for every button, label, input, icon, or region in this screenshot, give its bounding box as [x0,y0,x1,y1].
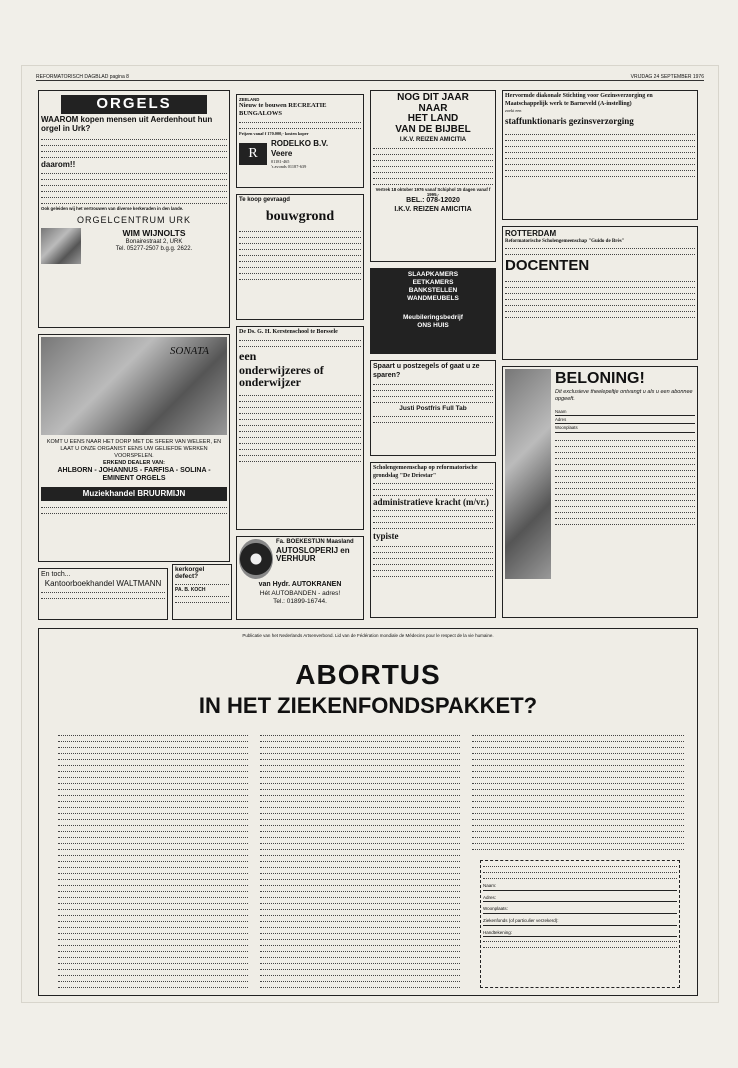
ad-kerkorgel-question: kerkorgel defect? [175,566,205,580]
ad-bouwgrond-label: Te koop gevraagd [239,197,290,203]
ad-bouwgrond-body [239,228,361,280]
ad-barneveld-zoekt: zoekt een [505,108,522,113]
ad-onderwijzer-body [239,392,361,462]
ad-abortus-title2: IN HET ZIEKENFONDSPAKKET? [198,692,538,718]
ad-kantoor [38,568,168,620]
abortus-coupon-footer [483,938,677,948]
ad-orgels [38,90,230,328]
ad-rodelko-tel2: 's avonds 01187-639 [271,164,307,170]
ad-rodelko-body [239,119,361,129]
ad-driestar [370,462,496,618]
ad-autokranen-title: AUTOSLOPERIJ en VERHUUR [276,545,350,564]
coupon-name-field[interactable]: Naam: [483,883,497,888]
page-header [36,74,704,81]
ad-orgels-daarom: daarom!! [41,160,76,170]
ad-sonata-address [41,504,227,514]
ad-abortus-column-3 [472,732,684,852]
ad-amicitia-dates: Vertrek 18 oktober 1976 vanaf Schiphol 15 dagen vanaf f 1995,- [375,186,491,197]
ad-slaapkamers-l1: SLAAPKAMERS [407,271,459,278]
ad-rotterdam-role: DOCENTEN [505,257,590,275]
ad-slaapkamers-l4: WANDMEUBELS [407,295,459,303]
ad-orgels-brand: ORGELCENTRUM URK [76,214,191,225]
ad-barneveld-role: staffunktionaris gezinsverzorging [505,116,634,127]
ad-abortus-title1: ABORTUS [295,658,441,690]
ad-beloning-field1[interactable]: Naam [555,408,567,414]
ad-rodelko-title: Nieuw te bouwen RECREATIE BUNGALOWS [239,102,327,118]
ad-amicitia-line4: VAN DE BIJBEL [395,123,471,135]
ad-postfris-name: Justi Postfris Full Tab [399,404,467,412]
ad-autokranen [236,536,364,620]
ad-beloning-field3[interactable]: Woonplaats [555,425,578,431]
rodelko-logo-icon: R [239,143,267,165]
ad-postfris-body [373,381,493,403]
ad-postfris-question: Spaart u postzegels of gaat u ze sparen? [373,363,480,379]
coupon-address-field[interactable]: Adres: [483,894,497,900]
ad-slaapkamers-shop2: ONS HUIS [417,321,449,329]
ad-beloning-title: BELONING! [555,370,645,387]
ad-beloning-sub: Dit exclusieve theelepeltje ontvangt u als u een abonnee opgeeft. [555,389,693,402]
paper-name: REFORMATORISCH DAGBLAD pagina 8 [36,74,129,80]
ad-rodelko-tel1: 01181-465 [271,158,290,164]
ad-barneveld [502,90,698,220]
ad-autokranen-sub: van Hydr. AUTOKRANEN [258,581,342,588]
ad-onderwijzer-een: een [239,348,257,363]
ad-driestar-body [373,507,493,529]
ad-beloning-field2[interactable]: Adres [555,417,567,423]
ad-rotterdam-body2 [505,278,695,318]
abortus-coupon [480,860,680,988]
ad-orgels-body [41,136,227,158]
ad-driestar-role2: typiste [373,531,399,542]
ad-bouwgrond [236,194,364,320]
ad-orgels-question: WAAROM kopen mensen uit Aerdenhout hun orgel in Urk? [41,114,213,133]
ad-onderwijzer [236,326,364,530]
coupon-signature-field[interactable]: Handtekening: [483,929,513,935]
ad-abortus-column-2 [260,732,460,988]
ad-orgels-name: WIM WIJNOLTS [122,227,186,238]
ad-amicitia-org: I.K.V. REIZEN AMICITIA [399,137,467,143]
ad-orgels-title: ORGELS [61,95,207,114]
ad-amicitia [370,90,496,262]
ad-sonata [38,334,230,562]
ad-rotterdam [502,226,698,360]
ad-amicitia-line1: NOG DIT JAAR [397,92,469,103]
abortus-coupon-intro [483,863,677,879]
ad-driestar-intro [373,480,493,496]
organ-sonata-photo [41,337,227,435]
ad-kantoor-body [41,589,165,599]
coupon-city-field[interactable]: Woonplaats: [483,906,508,912]
ad-amicitia-line2: NAAR [418,102,448,114]
ad-kerkorgel-address [175,593,229,603]
ad-slaapkamers-l3: BANKSTELLEN [408,287,458,295]
ad-driestar-role: administratieve kracht (m/vr.) [373,497,489,507]
ad-bouwgrond-title: bouwgrond [265,208,335,224]
ad-orgels-list [41,170,227,204]
ad-amicitia-org2: I.K.V. REIZEN AMICITIA [394,205,472,213]
tire-icon [239,539,273,579]
ad-kerkorgel [172,564,232,620]
ad-kerkorgel-name: PA. B. KOCH [175,586,206,593]
ad-sonata-brands: AHLBORN - JOHANNUS - FARFISA - SOLINA - EMINENT ORGELS [57,466,211,483]
ad-rotterdam-org: Reformatorische Scholengemeenschap "Guido de Brès" [505,239,625,244]
paper-date: VRIJDAG 24 SEPTEMBER 1976 [630,74,704,80]
ad-driestar-body2 [373,543,493,577]
coupon-insurance-field[interactable]: Ziekenfonds (of particulier verzekerd): [483,917,559,923]
ad-sonata-dealer: ERKEND DEALER VAN: [103,459,165,466]
ad-rotterdam-body [505,245,695,255]
ad-rodelko-name: RODELKO B.V. [271,138,329,148]
ad-driestar-title: Scholengemeenschap op reformatorische grondslag "De Driestar" [373,465,478,479]
ad-rodelko-region: ZEELAND [239,97,260,102]
teaspoon-photo [505,369,551,579]
ad-autokranen-sub2: Hét AUTOBANDEN - adres! [259,589,341,597]
ad-postfris [370,360,496,456]
ad-slaapkamers-shop: Meubileringsbedrijf [403,313,463,321]
ad-kantoor-title: Kantoorboekhandel WALTMANN [44,578,162,588]
ad-abortus-notice: Publicatie van het Nederlands Artsenverbond. Lid van de Fédération mondiale de Médecins pour le respect de la vie humaine. [242,633,494,638]
ad-rotterdam-title: ROTTERDAM [505,229,557,238]
ad-beloning [502,366,698,618]
ad-orgels-address: Bonairestraat 2, URK [125,238,183,245]
ad-slaapkamers [370,268,496,354]
ad-autokranen-firm: Fa. BOEKESTIJN Maasland [276,539,354,545]
ad-barneveld-body [505,131,695,177]
ad-sonata-cta: KOMT U EENS NAAR HET DORP MET DE SFEER VAN WELEER, EN LAAT U ONZE ORGANIST EENS UW GELIEFDE WERKEN VOORSPELEN. [46,439,222,459]
ad-orgels-tel: Tel. 05277-2507 b.g.g. 2622. [115,246,193,253]
organ-photo [41,228,81,264]
ad-onderwijzer-school: De Ds. G. H. Kerstenschool te Borssele [239,329,338,335]
ad-onderwijzer-intro [239,337,361,347]
ad-sonata-brand: SONATA [169,345,209,357]
ad-beloning-options [555,437,695,525]
ad-rodelko-price: Prijzen vanaf f 170.000,- kosten koper [239,130,309,136]
ad-abortus-column-1 [58,732,248,988]
ad-sonata-shop: Muziekhandel BRUURMIJN [41,487,227,501]
ad-kerkorgel-body [175,581,229,585]
ad-rodelko [236,94,364,188]
ad-orgels-slogan: Ook geleiden wij het vertrouwen van diverse kerkeraden in den lande. [41,206,184,212]
ad-amicitia-tel: BEL.: 078-12020 [406,197,460,205]
ad-postfris-address [373,413,493,423]
ad-onderwijzer-role: onderwijzeres of onderwijzer [239,362,324,390]
ad-rodelko-city: Veere [271,148,293,158]
ad-amicitia-line3: HET LAND [407,113,459,124]
ad-barneveld-title: Hervormde diakonale Stichting voor Gezinsverzorging en Maatschappelijk werk te Barneveld (A-instelling) [505,93,653,107]
ad-slaapkamers-l2: EETKAMERS [412,279,454,287]
ad-amicitia-body [373,145,493,185]
ad-autokranen-tel: Tel.: 01899-16744. [273,597,327,605]
ad-kantoor-intro: En toch... [41,571,71,578]
